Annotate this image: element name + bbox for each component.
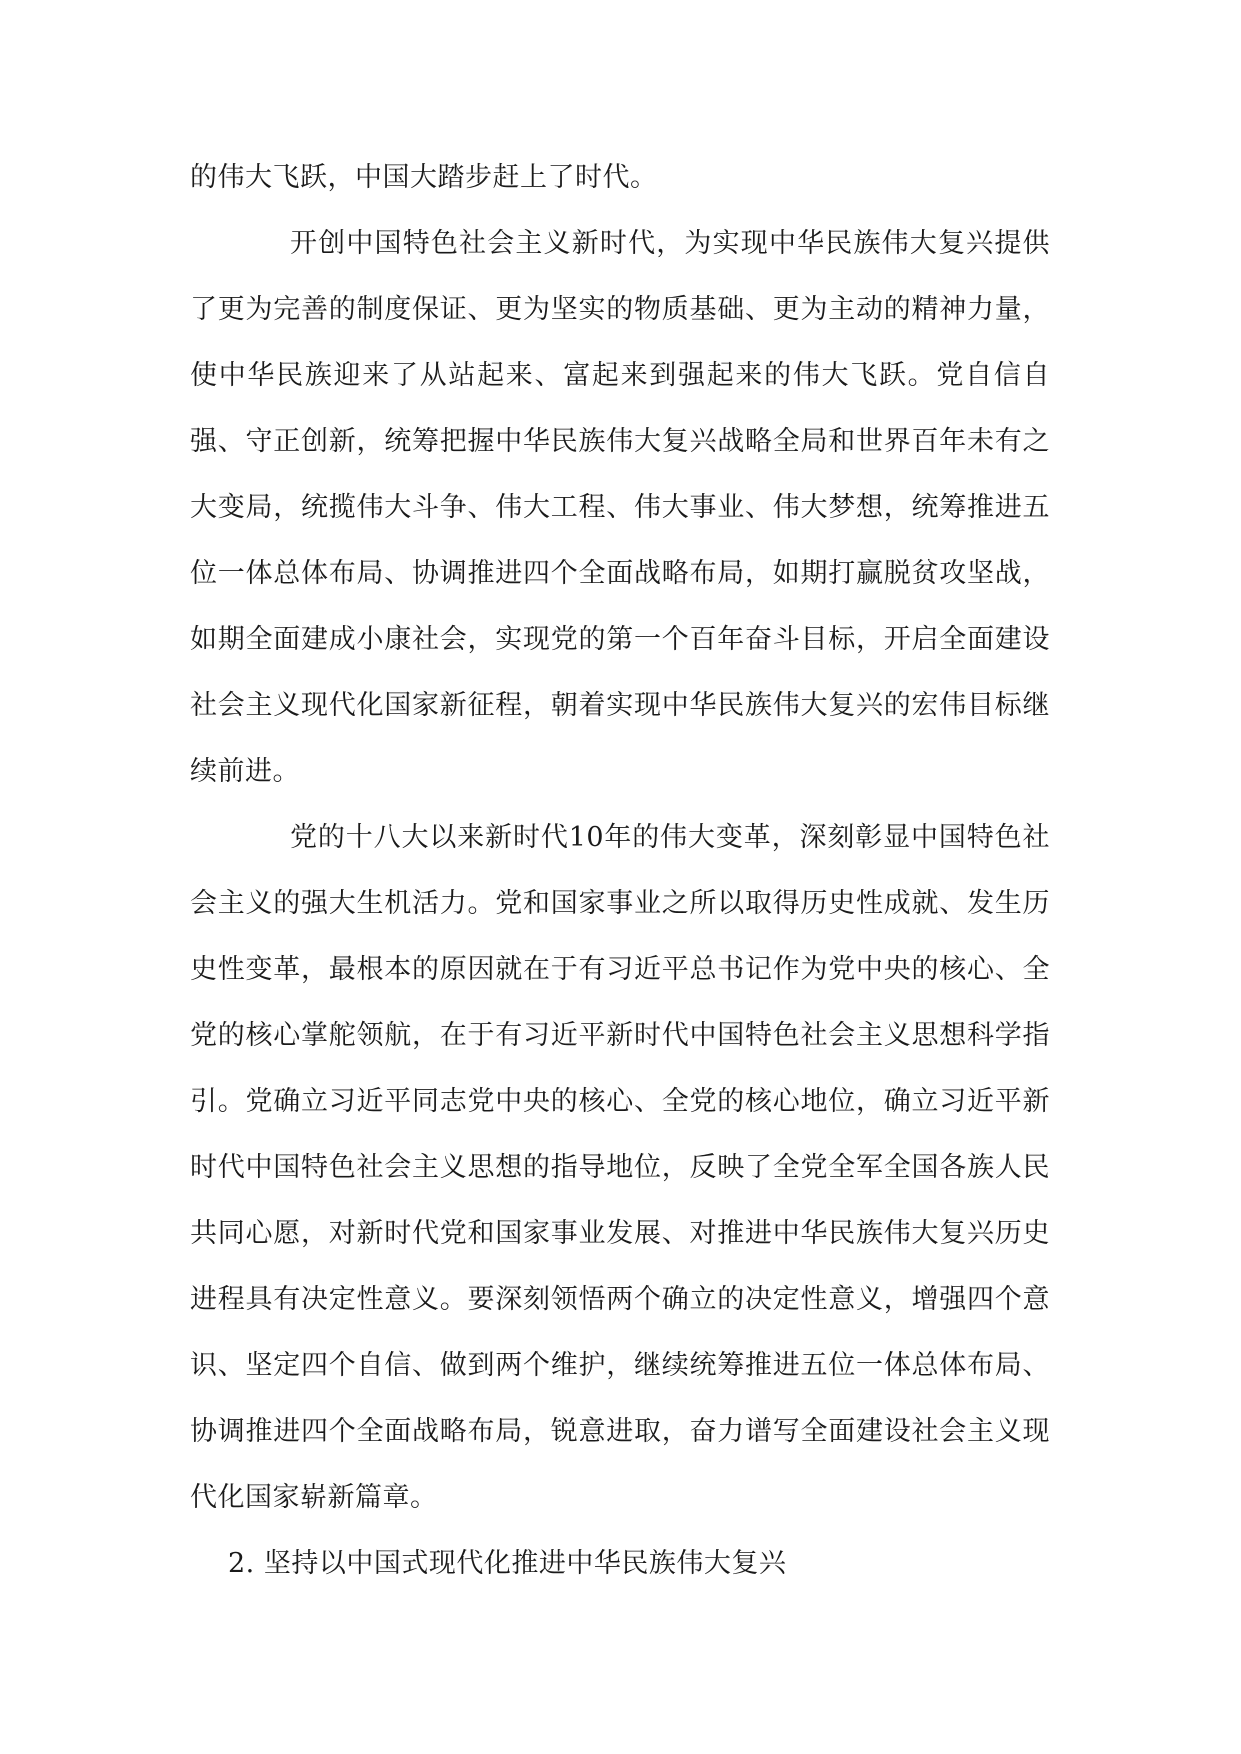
paragraph-continuation: 的伟大飞跃，中国大踏步赶上了时代。 bbox=[190, 162, 658, 193]
paragraph-new-era: 开创中国特色社会主义新时代，为实现中华民族伟大复兴提供了更为完善的制度保证、更为坚实的物质基础、更为主动的精神力量，使中华民族迎来了从站起来、富起来到强起来的伟大飞跃。党自信自强、守正创新，统筹把握中华民族伟大复兴战略全局和世界百年未有之大变局，统揽伟大斗争、伟大工程、伟大事业、伟大梦想，统筹推进五位一体总体布局、协调推进四个全面战略布局，如期打赢脱贫攻坚战，如期全面建成小康社会，实现党的第一个百年奋斗目标，开启全面建设社会主义现代化国家新征程，朝着实现中华民族伟大复兴的宏伟目标继续前进。 bbox=[190, 228, 1050, 787]
document-body bbox=[190, 145, 1050, 1597]
paragraph-ten-years-change: 党的十八大以来新时代10年的伟大变革，深刻彰显中国特色社会主义的强大生机活力。党和国家事业之所以取得历史性成就、发生历史性变革，最根本的原因就在于有习近平总书记作为党中央的核心、全党的核心掌舵领航，在于有习近平新时代中国特色社会主义思想科学指引。党确立习近平同志党中央的核心、全党的核心地位，确立习近平新时代中国特色社会主义思想的指导地位，反映了全党全军全国各族人民共同心愿，对新时代党和国家事业发展、对推进中华民族伟大复兴历史进程具有决定性意义。要深刻领悟两个确立的决定性意义，增强四个意识、坚定四个自信、做到两个维护，继续统筹推进五位一体总体布局、协调推进四个全面战略布局，锐意进取，奋力谱写全面建设社会主义现代化国家崭新篇章。 bbox=[190, 822, 1050, 1513]
section-heading: 2. 坚持以中国式现代化推进中华民族伟大复兴 bbox=[228, 1548, 787, 1579]
